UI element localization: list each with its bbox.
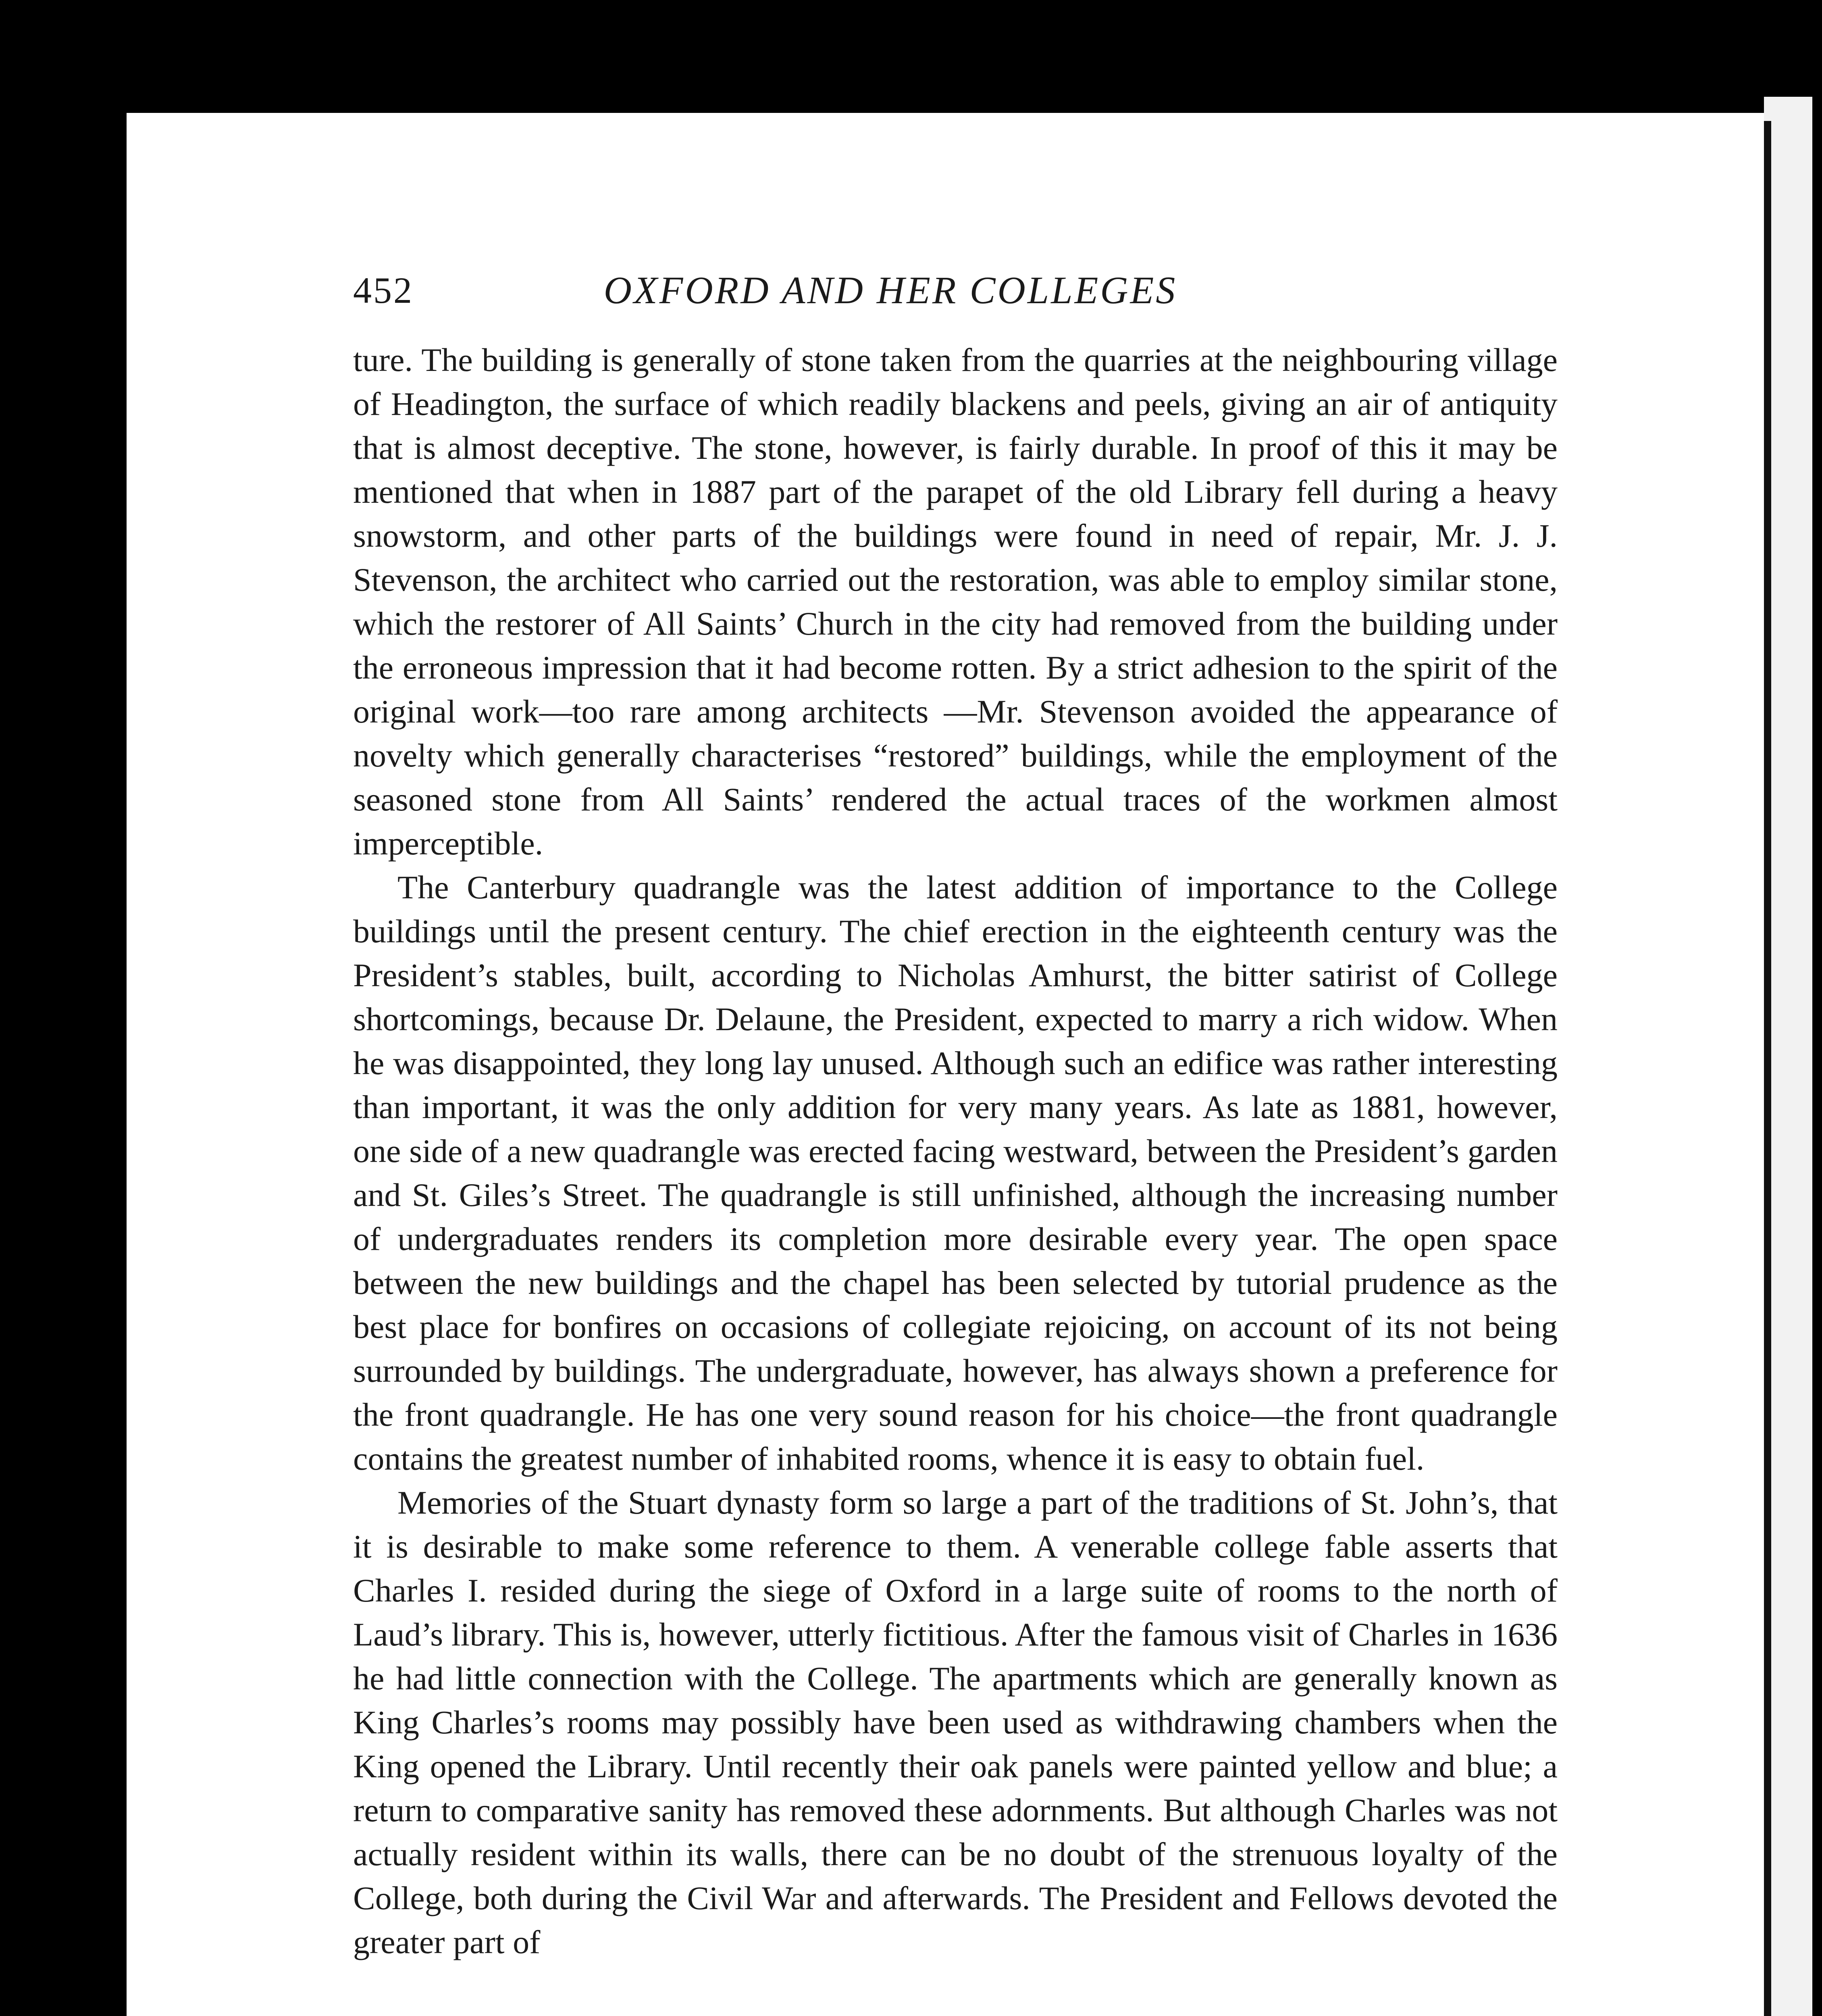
header-title: OXFORD AND HER COLLEGES <box>603 269 1177 312</box>
binding-shadow <box>1764 121 1771 2016</box>
running-head <box>223 268 1558 312</box>
paragraph-2: The Canterbury quadrangle was the latest addition of importance to the College buildings until the present century. The chief erection in the eighteenth century was the President’s stables, built, according to Nicholas Amhurst, the bitter satirist of College shortcomings, because Dr. Delaune, the President, expected to marry a rich widow. When he was disappointed, they long lay unused. Although such an edifice was rather interesting than important, it was the only addition for very many years. As late as 1881, however, one side of a new quadrangle was erected facing westward, between the President’s garden and St. Giles’s Street. The quadrangle is still unfinished, although the increasing number of undergraduates renders its completion more desirable every year. The open space between the new buildings and the chapel has been selected by tutorial prudence as the best place for bonfires on occasions of collegiate rejoicing, on account of its not being surrounded by buildings. The undergraduate, however, has always shown a preference for the front quadrangle. He has one very sound reason for his choice—the front quadrangle contains the greatest number of inhabited rooms, whence it is easy to obtain fuel. <box>353 869 1558 1477</box>
paragraph-1: ture. The building is generally of stone taken from the quarries at the neighbouring village of Headington, the surface of which readily blackens and peels, giving an air of antiquity that is almost deceptive. The stone, however, is fairly durable. In proof of this it may be mentioned that when in 1887 part of the parapet of the old Library fell during a heavy snowstorm, and other parts of the buildings were found in need of repair, Mr. J. J. Stevenson, the architect who carried out the restoration, was able to employ similar stone, which the restorer of All Saints’ Church in the city had removed from the building under the erroneous impression that it had become rotten. By a strict adhesion to the spirit of the original work—too rare among architects —Mr. Stevenson avoided the appearance of novelty which generally characterises “restored” buildings, while the employment of the seasoned stone from All Saints’ rendered the actual traces of the workmen almost imperceptible. <box>353 342 1558 862</box>
adjacent-page-edge <box>1764 97 1812 2016</box>
body-text <box>353 338 1558 1964</box>
page-number: 452 <box>353 270 414 311</box>
paragraph-3: Memories of the Stuart dynasty form so large a part of the traditions of St. John’s, that it is desirable to make some reference to them. A venerable college fable asserts that Charles I. resided during the siege of Oxford in a large suite of rooms to the north of Laud’s library. This is, however, utterly fictitious. After the famous visit of Charles in 1636 he had little connection with the College. The apartments which are generally known as King Charles’s rooms may possibly have been used as withdrawing chambers when the King opened the Library. Until recently their oak panels were painted yellow and blue; a return to comparative sanity has removed these adornments. But although Charles was not actually resident within its walls, there can be no doubt of the strenuous loyalty of the College, both during the Civil War and afterwards. The President and Fellows devoted the greater part of <box>353 1484 1558 1960</box>
